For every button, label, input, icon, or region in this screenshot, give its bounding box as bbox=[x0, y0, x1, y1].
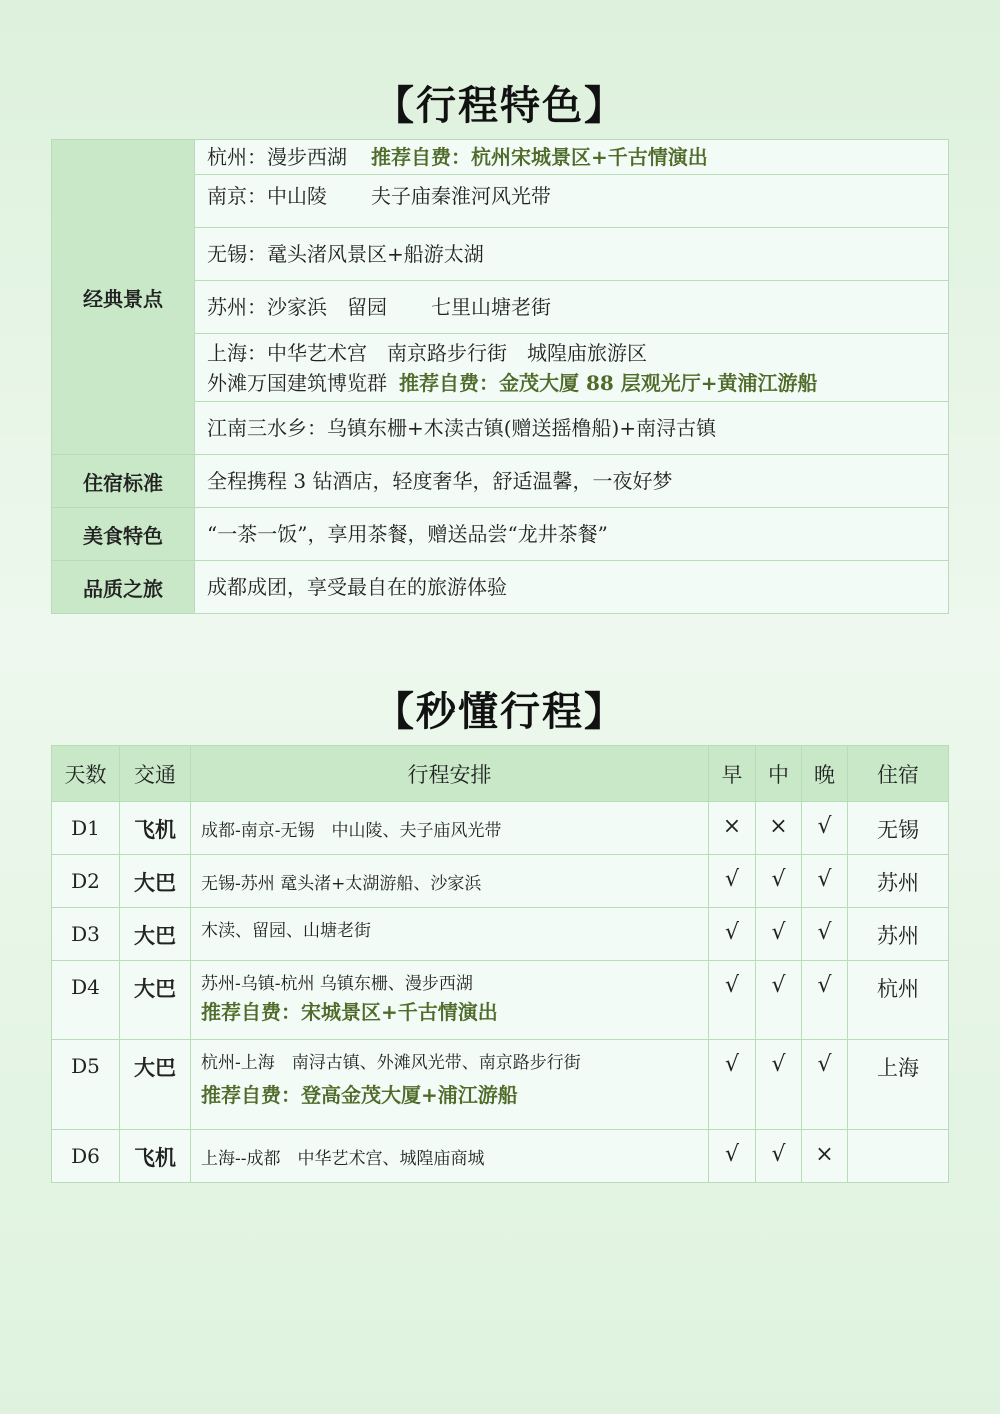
dinner-cell: √ bbox=[802, 1040, 848, 1130]
dinner-cell: √ bbox=[802, 961, 848, 1040]
breakfast-cell: √ bbox=[709, 855, 756, 908]
section-title-features: 【行程特色】 bbox=[374, 83, 626, 129]
plan-cell bbox=[191, 802, 709, 855]
stay-cell: 杭州 bbox=[848, 961, 949, 1040]
spot-text: 留园 bbox=[347, 295, 387, 319]
plan-text: 木渎、留园、山塘老街 bbox=[201, 921, 371, 941]
info-row bbox=[52, 455, 949, 508]
breakfast-cell: √ bbox=[709, 1130, 756, 1183]
accommodation-label: 住宿标准 bbox=[52, 455, 195, 508]
accommodation-value: 全程携程 3 钻酒店，轻度奢华，舒适温馨，一夜好梦 bbox=[195, 455, 949, 508]
stay-cell bbox=[848, 1130, 949, 1183]
day-cell: D4 bbox=[52, 961, 120, 1040]
info-row bbox=[52, 561, 949, 614]
day-cell: D3 bbox=[52, 908, 120, 961]
recommended-extra: 推荐自费：登高金茂大厦+浦江游船 bbox=[201, 1083, 518, 1107]
info-row bbox=[52, 508, 949, 561]
recommended-extra: 推荐自费：金茂大厦 88 层观光厅+黄浦江游船 bbox=[399, 370, 818, 395]
stay-cell: 上海 bbox=[848, 1040, 949, 1130]
spot-text: 夫子庙秦淮河风光带 bbox=[371, 184, 551, 208]
stay-cell: 苏州 bbox=[848, 855, 949, 908]
plan-cell bbox=[191, 855, 709, 908]
spot-text: 上海：中华艺术宫 bbox=[207, 340, 367, 365]
dinner-cell: √ bbox=[802, 908, 848, 961]
spot-text: 七里山塘老街 bbox=[431, 295, 551, 319]
stay-cell: 苏州 bbox=[848, 908, 949, 961]
spot-water-towns: 江南三水乡：乌镇东栅+木渎古镇(赠送摇橹船)+南浔古镇 bbox=[195, 402, 949, 455]
plan-text: 杭州-上海 南浔古镇、外滩风光带、南京路步行街 bbox=[201, 1053, 581, 1073]
transport-cell: 大巴 bbox=[120, 855, 191, 908]
spot-hangzhou bbox=[195, 140, 949, 175]
recommended-extra: 推荐自费：宋城景区+千古情演出 bbox=[201, 1000, 498, 1024]
header-plan: 行程安排 bbox=[191, 746, 709, 802]
spot-text: 城隍庙旅游区 bbox=[527, 340, 647, 365]
recommended-extra: 推荐自费：杭州宋城景区+千古情演出 bbox=[371, 145, 708, 169]
spot-text: 外滩万国建筑博览群 bbox=[207, 370, 387, 395]
day-cell: D5 bbox=[52, 1040, 120, 1130]
dinner-cell: √ bbox=[802, 802, 848, 855]
lunch-cell: √ bbox=[756, 1130, 802, 1183]
plan-text: 成都-南京-无锡 中山陵、夫子庙风光带 bbox=[201, 821, 502, 841]
header-row bbox=[52, 746, 949, 802]
header-stay: 住宿 bbox=[848, 746, 949, 802]
day-cell: D2 bbox=[52, 855, 120, 908]
plan-text: 苏州-乌镇-杭州 乌镇东栅、漫步西湖 bbox=[201, 974, 473, 994]
spot-text: 苏州：沙家浜 bbox=[207, 295, 327, 319]
spot-nanjing bbox=[195, 175, 949, 228]
food-value: “一茶一饭”，享用茶餐，赠送品尝“龙井茶餐” bbox=[195, 508, 949, 561]
spot-shanghai bbox=[195, 334, 949, 402]
table-row bbox=[52, 802, 949, 855]
spot-suzhou bbox=[195, 281, 949, 334]
section-title-itinerary: 【秒懂行程】 bbox=[374, 689, 626, 735]
features-table bbox=[51, 139, 949, 614]
transport-cell: 大巴 bbox=[120, 908, 191, 961]
classic-spots-label: 经典景点 bbox=[52, 140, 195, 455]
header-breakfast: 早 bbox=[709, 746, 756, 802]
dinner-cell: × bbox=[802, 1130, 848, 1183]
breakfast-cell: √ bbox=[709, 908, 756, 961]
stay-cell: 无锡 bbox=[848, 802, 949, 855]
day-cell: D6 bbox=[52, 1130, 120, 1183]
spot-wuxi: 无锡：鼋头渚风景区+船游太湖 bbox=[195, 228, 949, 281]
quality-label: 品质之旅 bbox=[52, 561, 195, 614]
lunch-cell: √ bbox=[756, 961, 802, 1040]
plan-text: 上海--成都 中华艺术宫、城隍庙商城 bbox=[201, 1149, 485, 1169]
itinerary-table bbox=[51, 745, 949, 1183]
table-row bbox=[52, 908, 949, 961]
breakfast-cell: √ bbox=[709, 961, 756, 1040]
food-label: 美食特色 bbox=[52, 508, 195, 561]
header-day: 天数 bbox=[52, 746, 120, 802]
transport-cell: 飞机 bbox=[120, 1130, 191, 1183]
table-row bbox=[52, 1040, 949, 1130]
header-dinner: 晚 bbox=[802, 746, 848, 802]
plan-cell bbox=[191, 908, 709, 961]
spot-text: 南京路步行街 bbox=[387, 340, 507, 365]
header-lunch: 中 bbox=[756, 746, 802, 802]
lunch-cell: √ bbox=[756, 855, 802, 908]
plan-cell bbox=[191, 1040, 709, 1130]
table-row bbox=[52, 855, 949, 908]
breakfast-cell: √ bbox=[709, 1040, 756, 1130]
plan-cell bbox=[191, 961, 709, 1040]
transport-cell: 大巴 bbox=[120, 1040, 191, 1130]
lunch-cell: × bbox=[756, 802, 802, 855]
lunch-cell: √ bbox=[756, 1040, 802, 1130]
spot-text: 南京：中山陵 bbox=[207, 184, 327, 208]
day-cell: D1 bbox=[52, 802, 120, 855]
spot-text: 杭州：漫步西湖 bbox=[207, 145, 347, 169]
table-row bbox=[52, 961, 949, 1040]
breakfast-cell: × bbox=[709, 802, 756, 855]
plan-text: 无锡-苏州 鼋头渚+太湖游船、沙家浜 bbox=[201, 874, 482, 894]
quality-value: 成都成团，享受最自在的旅游体验 bbox=[195, 561, 949, 614]
transport-cell: 大巴 bbox=[120, 961, 191, 1040]
table-row bbox=[52, 1130, 949, 1183]
header-transport: 交通 bbox=[120, 746, 191, 802]
dinner-cell: √ bbox=[802, 855, 848, 908]
plan-cell bbox=[191, 1130, 709, 1183]
lunch-cell: √ bbox=[756, 908, 802, 961]
spot-row bbox=[52, 140, 949, 175]
transport-cell: 飞机 bbox=[120, 802, 191, 855]
